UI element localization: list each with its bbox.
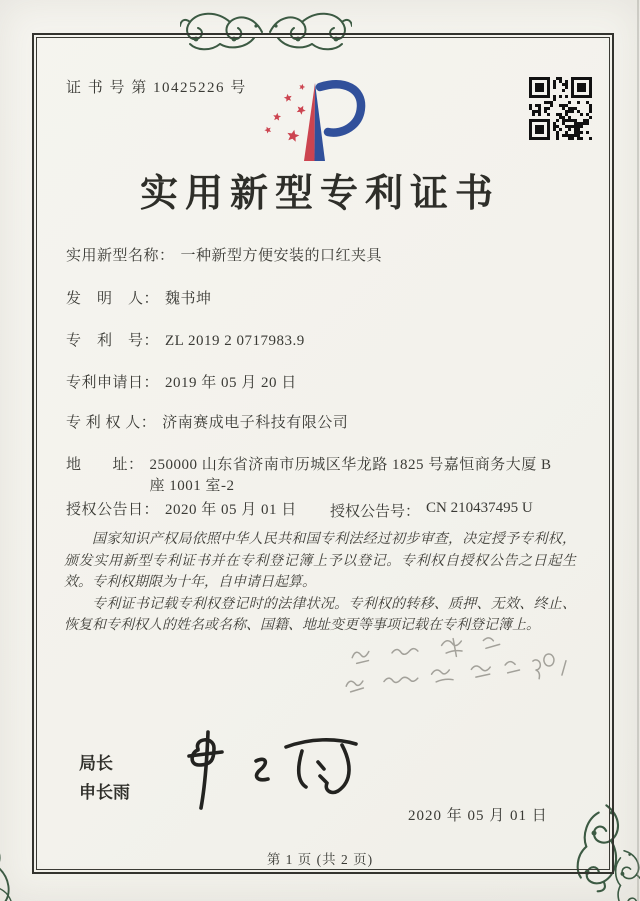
field-grant-date — [66, 500, 297, 521]
signer-block — [79, 749, 130, 807]
page-number: 第 1 页 (共 2 页) — [266, 852, 374, 867]
field-value: ZL 2019 2 0717983.9 — [165, 333, 305, 349]
certificate-number: 证 书 号 第 10425226 号 — [66, 80, 247, 96]
field-value: 济南赛成电子科技有限公司 — [162, 415, 349, 431]
field-grant-number — [330, 500, 533, 521]
signature-shen-changyu — [168, 728, 373, 812]
field-value: 2019 年 05 月 20 日 — [165, 375, 297, 391]
field-inventor — [66, 289, 212, 310]
field-label: 授权公告日： — [66, 502, 160, 518]
field-utility-model-name — [66, 246, 382, 267]
field-label: 专 利 号： — [66, 333, 160, 349]
signer-title: 局长 — [79, 754, 113, 773]
legal-paragraph-1: 国家知识产权局依照中华人民共和国专利法经过初步审查，决定授予专利权，颁发实用新型专利证书并在专利登记簿上予以登记。专利权自授权公告之日起生效。专利权期限为十年，自申请日起算。 — [64, 532, 576, 590]
field-label: 授权公告号： — [330, 504, 421, 520]
field-label: 专 利 权 人： — [66, 415, 157, 431]
field-value: CN 210437495 U — [426, 500, 533, 516]
cnipa-logo-icon — [246, 74, 378, 166]
signer-name: 申长雨 — [79, 783, 130, 802]
field-label: 专利申请日： — [66, 375, 160, 391]
scan-edge — [637, 0, 639, 901]
issue-date: 2020 年 05 月 01 日 — [408, 808, 548, 824]
field-label: 实用新型名称： — [66, 248, 175, 264]
field-filing-date — [66, 373, 297, 394]
legal-paragraph-2: 专利证书记载专利权登记时的法律状况。专利权的转移、质押、无效、终止、恢复和专利权人的姓名或名称、国籍、地址变更等事项记载在专利登记簿上。 — [64, 596, 576, 633]
legal-text — [64, 529, 576, 637]
field-patent-number — [66, 331, 305, 352]
field-label: 地 址： — [66, 457, 144, 473]
field-value: 一种新型方便安装的口红夹具 — [180, 248, 383, 264]
certificate-title: 实用新型专利证书 — [139, 173, 500, 215]
qr-code — [529, 77, 592, 140]
field-label: 发 明 人： — [66, 291, 160, 307]
field-value: 2020 年 05 月 01 日 — [165, 502, 297, 518]
field-value: 魏书坤 — [165, 291, 212, 307]
field-patentee — [66, 413, 348, 434]
field-address — [66, 455, 552, 497]
field-value: 250000 山东省济南市历城区华龙路 1825 号嘉恒商务大厦 B 座 1001 室-2 — [149, 457, 552, 494]
